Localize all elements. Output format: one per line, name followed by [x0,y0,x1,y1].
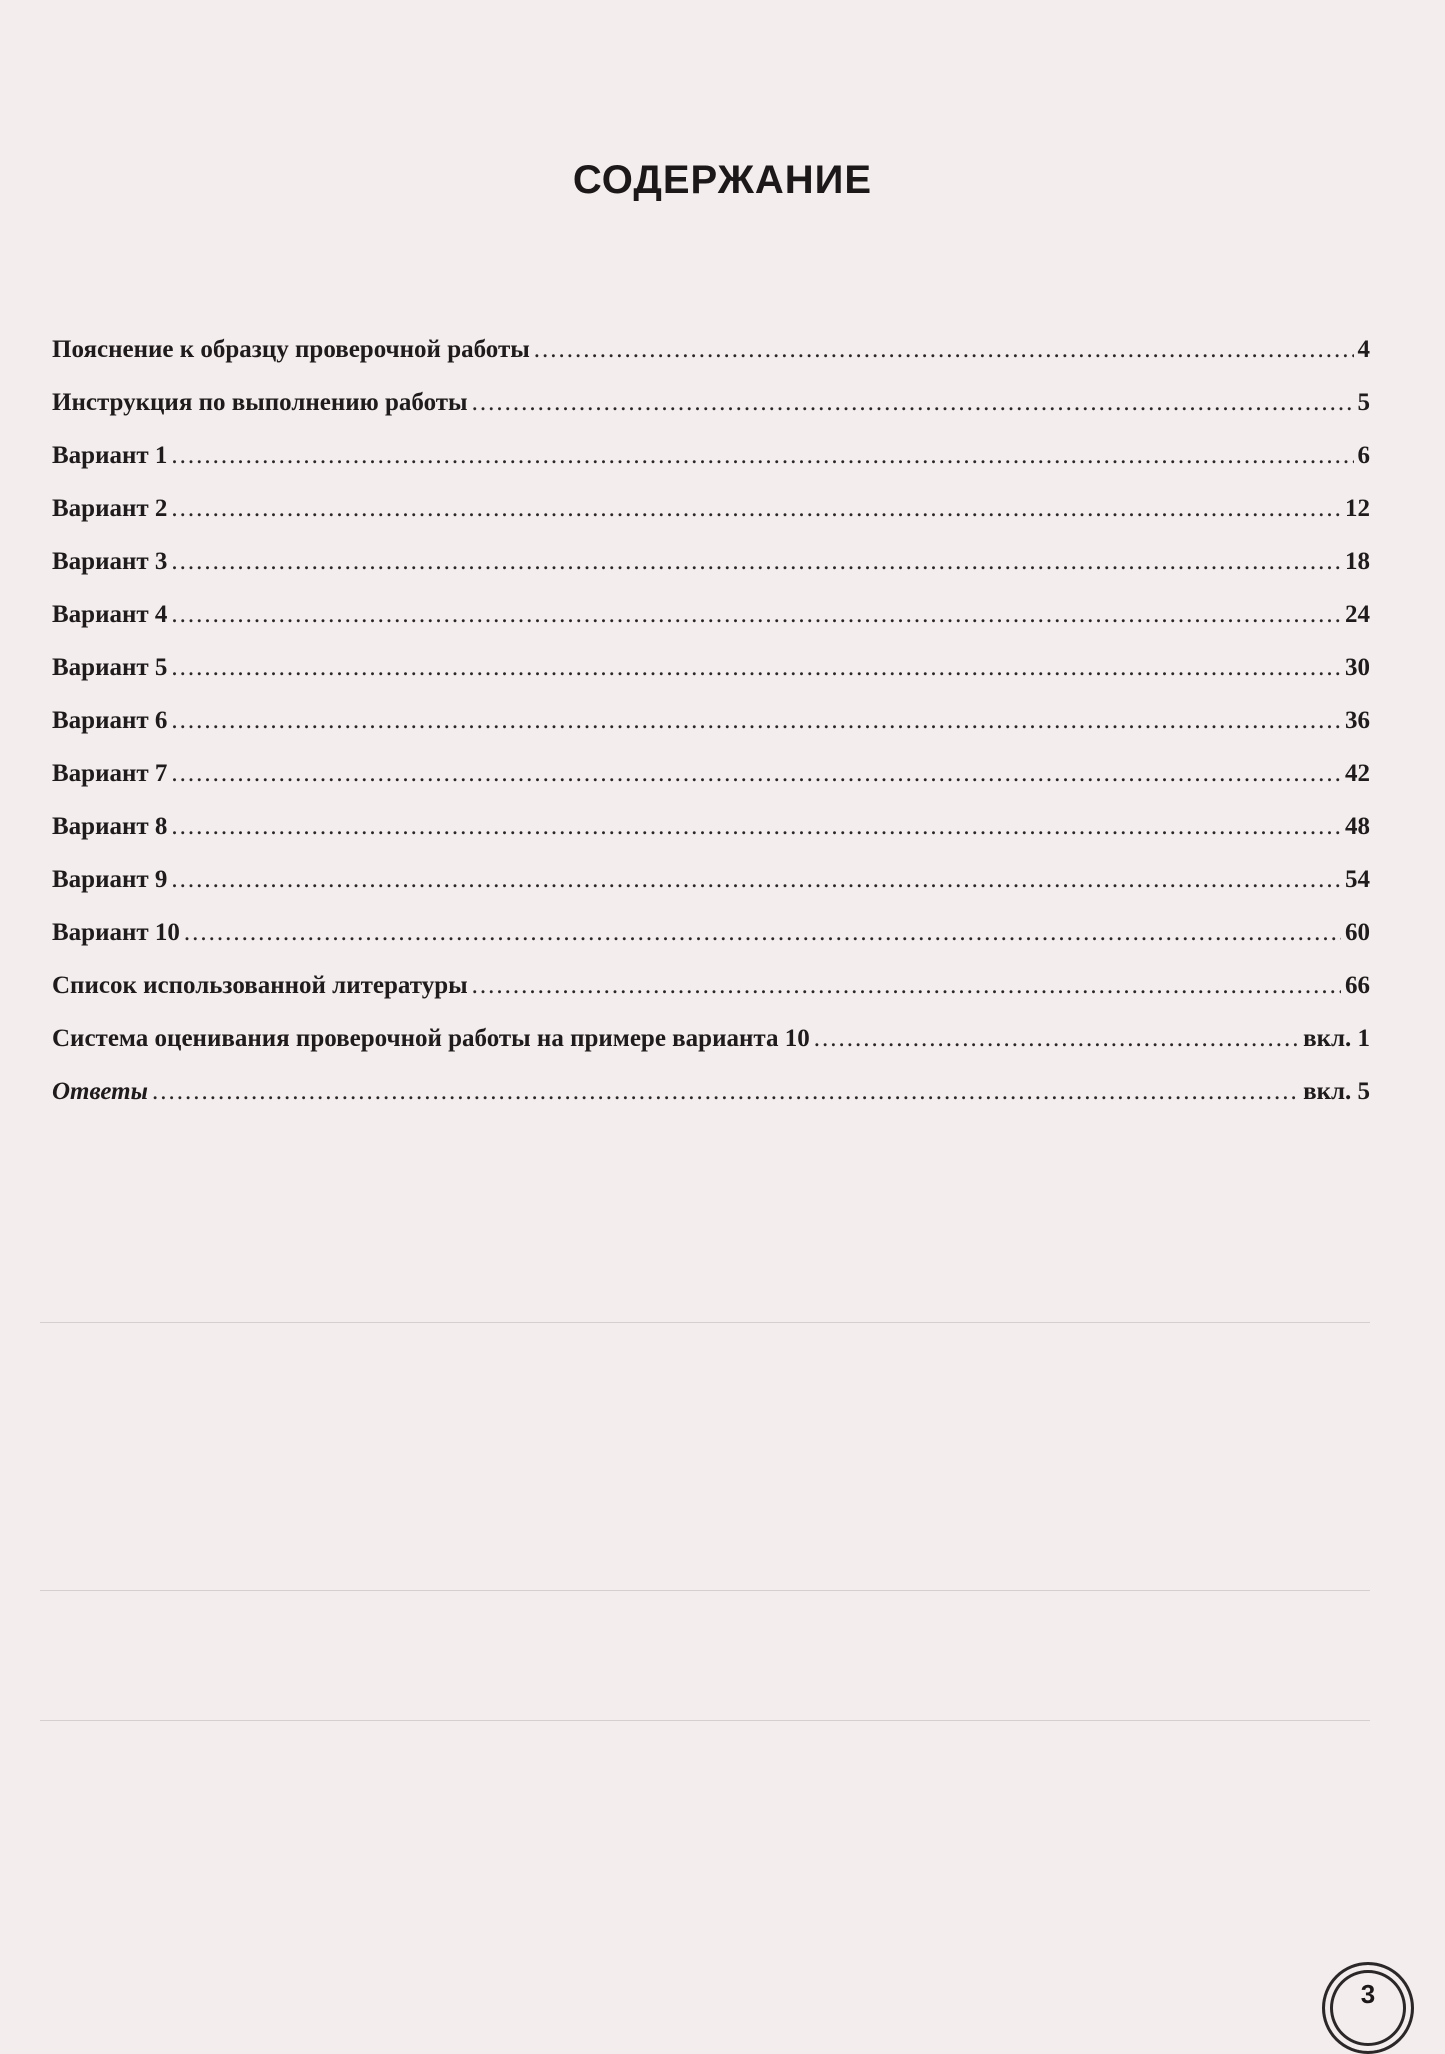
toc-entry-label: Пояснение к образцу проверочной работы [52,336,530,363]
toc-entry[interactable] [52,601,1370,654]
toc-entry-page: 54 [1345,866,1370,893]
toc-leader-dots [171,442,1353,470]
toc-leader-dots [171,495,1341,523]
toc-entry[interactable] [52,389,1370,442]
toc-entry-label: Список использованной литературы [52,972,468,999]
toc-entry-page: 12 [1345,495,1370,522]
toc-entry-page: 18 [1345,548,1370,575]
toc-entry-page: 48 [1345,813,1370,840]
toc-entry[interactable] [52,654,1370,707]
toc-entry[interactable] [52,760,1370,813]
show-through-line [40,1720,1370,1721]
show-through-line [40,1322,1370,1323]
toc-entry[interactable] [52,866,1370,919]
toc-entry-label: Вариант 7 [52,760,168,787]
toc-entry[interactable] [52,1025,1370,1078]
toc-leader-dots [814,1025,1299,1053]
toc-entry-label: Ответы [52,1078,148,1105]
toc-entry-label: Вариант 3 [52,548,168,575]
toc-entry-label: Вариант 8 [52,813,168,840]
toc-entry-page: 36 [1345,707,1370,734]
page-title: СОДЕРЖАНИЕ [572,158,873,202]
page-number: 3 [1360,1978,1376,2009]
table-of-contents [52,336,1370,1131]
toc-entry[interactable] [52,336,1370,389]
toc-entry-page: вкл. 1 [1303,1025,1370,1052]
toc-entry-page: 30 [1345,654,1370,681]
toc-entry[interactable] [52,1078,1370,1131]
show-through-line [40,1590,1370,1591]
toc-entry[interactable] [52,919,1370,972]
toc-entry-label: Вариант 5 [52,654,168,681]
toc-entry-page: 4 [1357,336,1370,363]
toc-leader-dots [171,707,1341,735]
toc-entry-page: 60 [1345,919,1370,946]
toc-entry[interactable] [52,442,1370,495]
toc-leader-dots [152,1078,1299,1106]
toc-entry[interactable] [52,548,1370,601]
page-number-badge [1322,1962,1414,2054]
toc-leader-dots [534,336,1354,364]
toc-entry-label: Вариант 9 [52,866,168,893]
toc-entry[interactable] [52,707,1370,760]
toc-entry-label: Инструкция по выполнению работы [52,389,468,416]
toc-entry-page: 66 [1345,972,1370,999]
toc-leader-dots [171,866,1341,894]
toc-leader-dots [472,972,1341,1000]
toc-entry-label: Система оценивания проверочной работы на примере варианта 10 [52,1025,810,1052]
toc-entry-page: 5 [1357,389,1370,416]
toc-entry-label: Вариант 10 [52,919,180,946]
toc-entry[interactable] [52,972,1370,1025]
toc-leader-dots [171,760,1341,788]
toc-leader-dots [171,654,1341,682]
toc-leader-dots [171,813,1341,841]
toc-entry-label: Вариант 4 [52,601,168,628]
toc-entry-label: Вариант 2 [52,495,168,522]
toc-entry-label: Вариант 6 [52,707,168,734]
toc-entry[interactable] [52,813,1370,866]
toc-entry[interactable] [52,495,1370,548]
toc-entry-label: Вариант 1 [52,442,168,469]
toc-entry-page: 42 [1345,760,1370,787]
toc-leader-dots [472,389,1354,417]
toc-entry-page: 24 [1345,601,1370,628]
toc-entry-page: 6 [1357,442,1370,469]
toc-leader-dots [184,919,1341,947]
toc-leader-dots [171,601,1341,629]
toc-entry-page: вкл. 5 [1303,1078,1370,1105]
toc-leader-dots [171,548,1341,576]
